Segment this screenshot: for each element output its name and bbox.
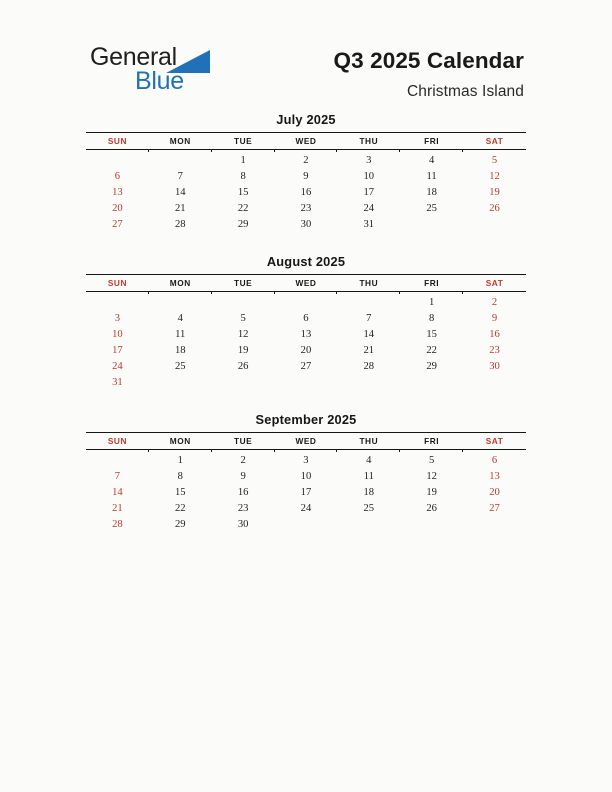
month-title: August 2025	[266, 254, 346, 269]
day-cell[interactable]: 14	[363, 328, 375, 340]
day-cell[interactable]: 5	[491, 154, 498, 166]
weekday-header-tue: TUE	[212, 275, 275, 292]
day-cell-empty	[400, 516, 463, 532]
logo-text-blue: Blue	[135, 67, 184, 95]
day-cell[interactable]: 18	[426, 186, 437, 198]
day-cell[interactable]: 6	[491, 454, 498, 466]
week-row	[86, 500, 526, 516]
day-cell[interactable]: 15	[237, 186, 249, 198]
day-cell[interactable]: 3	[366, 154, 372, 166]
day-cell[interactable]: 20	[300, 344, 312, 356]
day-cell[interactable]: 25	[174, 360, 186, 372]
day-cell-empty	[149, 374, 212, 390]
weekday-header-fri: FRI	[400, 133, 463, 150]
day-cell[interactable]: 7	[177, 170, 183, 182]
month-table	[86, 274, 526, 390]
day-cell[interactable]: 23	[237, 502, 249, 514]
weekday-header-sat: SAT	[463, 433, 526, 450]
day-cell-empty	[337, 292, 400, 311]
day-cell-empty	[337, 516, 400, 532]
day-cell[interactable]: 4	[177, 312, 183, 324]
day-cell-empty	[337, 374, 400, 390]
day-cell[interactable]: 16	[489, 328, 500, 340]
week-row	[86, 150, 526, 169]
day-cell[interactable]: 6	[114, 170, 121, 182]
weekday-header-thu: THU	[337, 275, 400, 292]
weekday-header-fri: FRI	[400, 433, 463, 450]
day-cell-empty	[463, 516, 526, 532]
day-cell[interactable]: 27	[300, 360, 312, 372]
day-cell[interactable]: 30	[237, 518, 249, 530]
day-cell[interactable]: 13	[489, 470, 500, 482]
week-row	[86, 326, 526, 342]
day-cell[interactable]: 5	[240, 312, 246, 324]
week-row	[86, 516, 526, 532]
day-cell[interactable]: 5	[428, 454, 435, 466]
day-cell[interactable]: 22	[174, 502, 186, 514]
weekday-header-wed: WED	[275, 133, 338, 150]
months-container	[0, 112, 612, 532]
weekday-header-tue: TUE	[212, 433, 275, 450]
day-cell[interactable]: 8	[177, 470, 183, 482]
weekday-header-sat: SAT	[463, 133, 526, 150]
weekday-header-wed: WED	[275, 433, 338, 450]
day-cell-empty	[86, 292, 149, 311]
month-block	[86, 112, 526, 232]
weekday-header-thu: THU	[337, 133, 400, 150]
week-row	[86, 468, 526, 484]
day-cell-empty	[463, 374, 526, 390]
week-row	[86, 184, 526, 200]
day-cell[interactable]: 27	[489, 502, 500, 514]
weekday-header-row	[86, 433, 526, 450]
day-cell[interactable]: 29	[426, 360, 437, 372]
day-cell[interactable]: 10	[112, 328, 123, 340]
day-cell[interactable]: 8	[428, 312, 435, 324]
logo-text-general: General	[90, 43, 177, 71]
day-cell[interactable]: 19	[237, 344, 249, 356]
day-cell[interactable]: 9	[303, 170, 309, 182]
day-cell[interactable]: 28	[112, 518, 123, 530]
weekday-header-thu: THU	[337, 433, 400, 450]
day-cell-empty	[463, 216, 526, 232]
weekday-header-row	[86, 275, 526, 292]
weekday-header-mon: MON	[149, 275, 212, 292]
day-cell[interactable]: 19	[426, 486, 437, 498]
week-row	[86, 358, 526, 374]
day-cell[interactable]: 16	[237, 486, 249, 498]
week-row	[86, 168, 526, 184]
weekday-header-sun: SUN	[86, 275, 149, 292]
weekday-header-wed: WED	[275, 275, 338, 292]
month-block	[86, 254, 526, 390]
day-cell[interactable]: 15	[426, 328, 437, 340]
day-cell[interactable]: 1	[240, 154, 246, 166]
weekday-header-mon: MON	[149, 433, 212, 450]
day-cell-empty	[86, 450, 149, 469]
day-cell[interactable]: 4	[428, 154, 435, 166]
day-cell[interactable]: 15	[174, 486, 186, 498]
day-cell[interactable]: 24	[112, 360, 123, 372]
day-cell[interactable]: 17	[112, 344, 123, 356]
day-cell[interactable]: 20	[489, 486, 500, 498]
day-cell[interactable]: 18	[363, 486, 375, 498]
day-cell[interactable]: 19	[489, 186, 500, 198]
day-cell[interactable]: 10	[363, 170, 375, 182]
day-cell[interactable]: 11	[175, 328, 186, 340]
day-cell[interactable]: 12	[489, 170, 500, 182]
day-cell[interactable]: 30	[489, 360, 500, 372]
day-cell[interactable]: 9	[491, 312, 498, 324]
day-cell-empty	[400, 216, 463, 232]
day-cell[interactable]: 14	[112, 486, 123, 498]
week-row	[86, 450, 526, 469]
day-cell[interactable]: 26	[426, 502, 437, 514]
day-cell[interactable]: 17	[300, 486, 312, 498]
day-cell[interactable]: 31	[112, 376, 123, 388]
day-cell[interactable]: 10	[300, 470, 312, 482]
day-cell[interactable]: 25	[426, 202, 437, 214]
day-cell[interactable]: 18	[174, 344, 186, 356]
day-cell[interactable]: 13	[300, 328, 312, 340]
week-row	[86, 484, 526, 500]
weekday-header-sat: SAT	[463, 275, 526, 292]
day-cell[interactable]: 23	[300, 202, 312, 214]
day-cell[interactable]: 13	[112, 186, 123, 198]
day-cell[interactable]: 3	[114, 312, 121, 324]
week-row	[86, 310, 526, 326]
day-cell[interactable]: 17	[363, 186, 375, 198]
day-cell[interactable]: 9	[240, 470, 246, 482]
day-cell[interactable]: 23	[489, 344, 500, 356]
day-cell[interactable]: 6	[303, 312, 309, 324]
page-title: Q3 2025 Calendar	[333, 48, 524, 73]
day-cell[interactable]: 7	[114, 470, 121, 482]
weekday-header-tue: TUE	[212, 133, 275, 150]
weekday-header-row	[86, 133, 526, 150]
day-cell[interactable]: 2	[303, 154, 309, 166]
month-block	[86, 412, 526, 532]
week-row	[86, 374, 526, 390]
week-row	[86, 342, 526, 358]
day-cell-empty	[275, 516, 338, 532]
day-cell[interactable]: 25	[363, 502, 375, 514]
day-cell[interactable]: 14	[174, 186, 186, 198]
day-cell-empty	[86, 150, 149, 169]
day-cell[interactable]: 1	[428, 296, 435, 308]
day-cell[interactable]: 26	[237, 360, 249, 372]
day-cell[interactable]: 21	[112, 502, 123, 514]
month-table	[86, 432, 526, 532]
day-cell-empty	[212, 374, 275, 390]
day-cell[interactable]: 29	[174, 518, 186, 530]
day-cell[interactable]: 2	[240, 454, 246, 466]
day-cell-empty	[212, 292, 275, 311]
day-cell[interactable]: 22	[426, 344, 437, 356]
day-cell[interactable]: 11	[363, 470, 374, 482]
title-block	[204, 48, 524, 101]
day-cell[interactable]: 20	[112, 202, 123, 214]
day-cell[interactable]: 4	[366, 454, 372, 466]
page-subtitle: Christmas Island	[406, 83, 524, 100]
page-header	[0, 0, 612, 112]
week-row	[86, 200, 526, 216]
day-cell[interactable]: 28	[363, 360, 375, 372]
day-cell[interactable]: 21	[174, 202, 186, 214]
weekday-header-mon: MON	[149, 133, 212, 150]
day-cell[interactable]: 26	[489, 202, 500, 214]
day-cell-empty	[275, 374, 338, 390]
day-cell[interactable]: 12	[237, 328, 249, 340]
day-cell-empty	[275, 292, 338, 311]
day-cell[interactable]: 2	[491, 296, 498, 308]
day-cell[interactable]: 12	[426, 470, 437, 482]
day-cell[interactable]: 16	[300, 186, 312, 198]
day-cell[interactable]: 28	[174, 218, 186, 230]
weekday-header-sun: SUN	[86, 433, 149, 450]
day-cell[interactable]: 31	[363, 218, 375, 230]
weekday-header-sun: SUN	[86, 133, 149, 150]
day-cell[interactable]: 7	[366, 312, 372, 324]
day-cell-empty	[149, 150, 212, 169]
week-row	[86, 292, 526, 311]
month-table	[86, 132, 526, 232]
day-cell-empty	[149, 292, 212, 311]
day-cell[interactable]: 27	[112, 218, 123, 230]
weekday-header-fri: FRI	[400, 275, 463, 292]
day-cell[interactable]: 29	[237, 218, 249, 230]
week-row	[86, 216, 526, 232]
month-title: July 2025	[276, 112, 336, 127]
day-cell[interactable]: 24	[300, 502, 312, 514]
day-cell[interactable]: 3	[303, 454, 309, 466]
month-title: September 2025	[255, 412, 357, 427]
day-cell[interactable]: 8	[240, 170, 246, 182]
day-cell[interactable]: 1	[177, 454, 183, 466]
day-cell[interactable]: 21	[363, 344, 375, 356]
day-cell[interactable]: 24	[363, 202, 375, 214]
day-cell[interactable]: 30	[300, 218, 312, 230]
day-cell[interactable]: 11	[426, 170, 437, 182]
day-cell-empty	[400, 374, 463, 390]
day-cell[interactable]: 22	[237, 202, 249, 214]
